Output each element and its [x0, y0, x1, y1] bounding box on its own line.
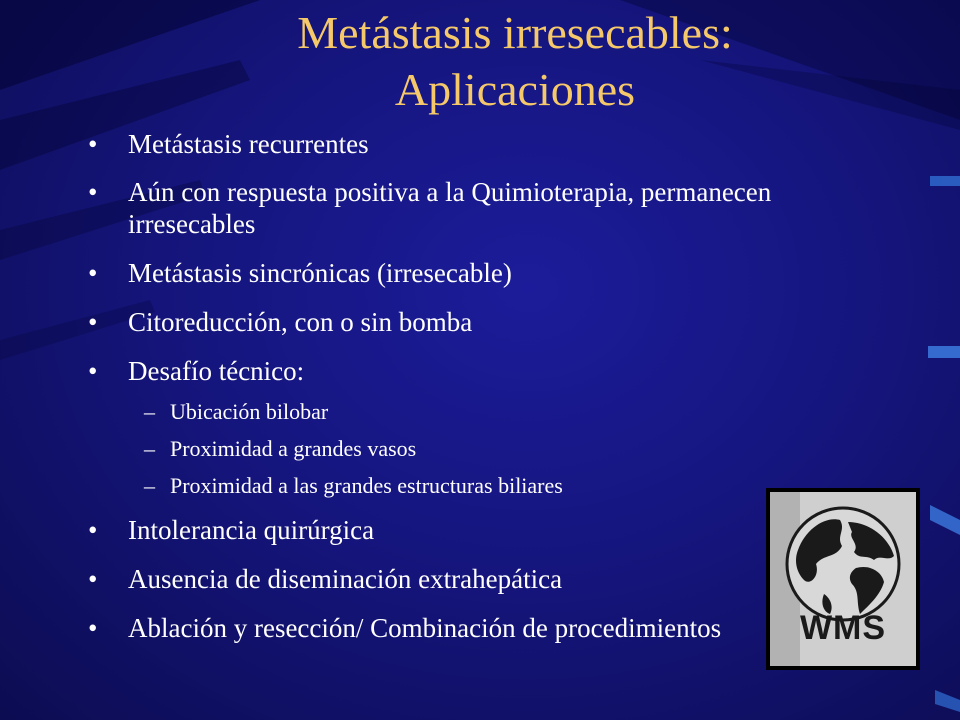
- slide-title-line-1: Metástasis irresecables:: [297, 7, 733, 58]
- bullet-marker: •: [88, 129, 98, 159]
- sub-bullet-text: Proximidad a las grandes estructuras biliares: [170, 473, 563, 498]
- bullet-marker: •: [88, 515, 98, 545]
- sub-bullet-text: Proximidad a grandes vasos: [170, 436, 417, 461]
- bullet-item: [88, 128, 778, 160]
- sub-bullet-marker: –: [144, 473, 155, 498]
- logo-text: WMS: [799, 609, 887, 647]
- bullet-item: [88, 257, 778, 289]
- bullet-marker: •: [88, 258, 98, 288]
- bullet-item: [88, 306, 778, 338]
- slide-title: [130, 4, 900, 118]
- bullet-text: Desafío técnico:: [128, 356, 305, 386]
- sub-bullet-text: Ubicación bilobar: [170, 399, 329, 424]
- bullet-text: Citoreducción, con o sin bomba: [128, 307, 473, 337]
- bullet-item: [88, 514, 778, 546]
- sub-bullet-marker: –: [144, 436, 155, 461]
- bullet-text: Ablación y resección/ Combinación de procedimientos: [128, 613, 722, 643]
- wms-logo: [766, 488, 920, 670]
- bullet-list: [88, 128, 778, 644]
- slide-title-line-2: Aplicaciones: [394, 64, 636, 115]
- bullet-item: [88, 355, 778, 387]
- sub-bullet-item: [88, 436, 778, 462]
- sub-bullet-item: [88, 473, 778, 499]
- bullet-text: Metástasis recurrentes: [128, 129, 369, 159]
- bullet-text: Aún con respuesta positiva a la Quimioterapia, permanecen irresecables: [128, 177, 772, 239]
- bullet-marker: •: [88, 356, 98, 386]
- bullet-item: [88, 612, 728, 644]
- bullet-marker: •: [88, 564, 98, 594]
- bullet-item: [88, 563, 778, 595]
- bullet-marker: •: [88, 177, 98, 207]
- bullet-marker: •: [88, 307, 98, 337]
- bullet-text: Ausencia de diseminación extrahepática: [128, 564, 563, 594]
- bullet-item: [88, 176, 778, 240]
- logo-panel: [770, 492, 916, 666]
- sub-bullet-marker: –: [144, 399, 155, 424]
- bullet-text: Metástasis sincrónicas (irresecable): [128, 258, 512, 288]
- sub-bullet-item: [88, 399, 778, 425]
- bullet-text: Intolerancia quirúrgica: [128, 515, 375, 545]
- bullet-marker: •: [88, 613, 98, 643]
